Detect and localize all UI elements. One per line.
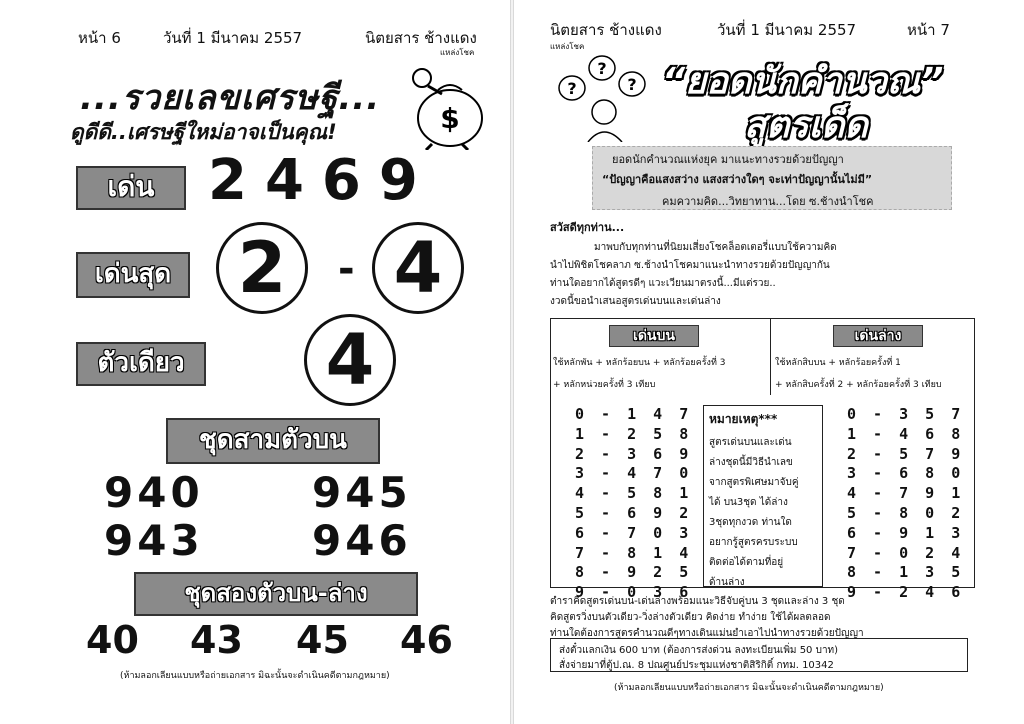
bottom-text-1: ตำราคิดสูตรเด่นบน-เด่นล่างพร้อมแนะวิธีจับคู่บน 3 ชุดและล่าง 3 ชุด [550, 596, 845, 607]
body-line-2: นำไปพิชิตโชคลาภ ซ.ช้างนำโชคมาแนะนำทางรวยด้วยปัญญากัน [550, 260, 830, 271]
two-number-2: 43 [190, 618, 243, 662]
note-line: ได้ บน3ชุด ได้ล่าง [709, 497, 788, 508]
note-line: สูตรเด่นบนและเด่น [709, 437, 792, 448]
bottom-desc-2: + หลักสิบครั้งที่ 2 + หลักร้อยครั้งที่ 3 เทียบ [775, 380, 942, 390]
title-line-1: “ยอดนักคำนวณ” [662, 61, 944, 102]
note-line: ติดต่อได้ตามที่อยู่ [709, 557, 784, 568]
top-row: 0 - 1 4 7 [575, 405, 693, 423]
top-featured-left-digit: 2 [216, 222, 308, 314]
copyright-footnote: (ห้ามลอกเลียนแบบหรือถ่ายเอกสาร มิฉะนั้นจะดำเนินคดีตามกฎหมาย) [120, 671, 390, 681]
bottom-row: 4 - 7 9 1 [847, 484, 965, 503]
question-mark-1: ? [567, 79, 577, 98]
order-box [550, 638, 968, 672]
question-mark-2: ? [597, 59, 607, 78]
top-featured-right-digit: 4 [372, 222, 464, 314]
two-top-bottom-label: ชุดสองตัวบน-ล่าง [134, 572, 418, 616]
three-top-label: ชุดสามตัวบน [166, 418, 380, 464]
body-line-4: งวดนี้ขอนำเสนอสูตรเด่นบนและเด่นล่าง [550, 296, 721, 307]
featured-label: เด่น [76, 166, 186, 210]
bottom-row: 5 - 8 0 2 [847, 503, 965, 522]
page-number: หน้า 7 [907, 21, 950, 39]
note-box [703, 405, 823, 587]
bottom-row: 1 - 4 6 8 [847, 424, 965, 443]
note-line: ล่างชุดนี้มีวิธีนำเลข [709, 457, 793, 468]
issue-date: วันที่ 1 มีนาคม 2557 [163, 29, 303, 47]
order-line-2: สั่งจ่ายมาที่ตู้ป.ณ. 8 ปณศูนย์ประชุมแห่งชาติสิริกิติ์ กทม. 10342 [559, 660, 834, 671]
three-top-number-3: 943 [104, 516, 204, 565]
bottom-row: 7 - 0 2 4 [847, 543, 965, 562]
intro-quote: “ปัญญาคือแสงสว่าง แสงสว่างใดๆ จะเท่าปัญญานั้นไม่มี” [602, 173, 873, 186]
note-title: หมายเหตุ*** [709, 412, 778, 426]
two-number-1: 40 [86, 618, 139, 662]
title-line-2: สูตรเด็ด [744, 105, 868, 146]
two-number-4: 46 [400, 618, 453, 662]
top-row: 8 - 9 2 5 [575, 563, 693, 582]
body-line-3: ท่านใดอยากได้สูตรดีๆ แวะเวียนมาตรงนี้...มีแต่รวย.. [550, 278, 776, 289]
magazine-tagline: แหล่งโชค [440, 48, 475, 57]
bottom-row: 0 - 3 5 7 [847, 405, 965, 423]
magazine-tagline: แหล่งโชค [550, 42, 585, 51]
subhead: ดูดีดี..เศรษฐีใหม่อาจเป็นคุณ! [70, 120, 337, 144]
bottom-rows [847, 405, 964, 603]
dollar-sign: $ [440, 102, 460, 135]
intro-byline: คมความคิด...วิทยาทาน...โดย ซ.ช้างนำโชค [662, 195, 874, 208]
issue-date: วันที่ 1 มีนาคม 2557 [717, 21, 857, 39]
note-line: 3ชุดทุกงวด ท่านใด [709, 517, 792, 528]
intro-line-1: ยอดนักคำนวณแห่งยุค มาแนะทางรวยด้วยปัญญา [612, 153, 844, 166]
top-desc-1: ใช้หลักพัน + หลักร้อยบน + หลักร้อยครั้งที่ 3 [553, 358, 726, 368]
magazine-name: นิตยสาร ช้างแดง [365, 29, 477, 47]
order-line-1: ส่งตั๋วแลกเงิน 600 บาท (ต้องการส่งด่วน ลงทะเบียนเพิ่ม 50 บาท) [559, 645, 839, 656]
bottom-row: 2 - 5 7 9 [847, 444, 965, 463]
right-page [512, 0, 1024, 724]
top-row: 1 - 2 5 8 [575, 424, 693, 443]
headline: ...รวยเลขเศรษฐี... [80, 78, 381, 118]
top-row: 5 - 6 9 2 [575, 503, 693, 522]
top-featured-separator: - [338, 246, 355, 292]
magazine-name: นิตยสาร ช้างแดง [550, 21, 662, 39]
single-digit: 4 [304, 314, 396, 406]
bottom-row: 6 - 9 1 3 [847, 523, 965, 542]
three-top-number-4: 946 [312, 516, 412, 565]
top-row: 6 - 7 0 3 [575, 523, 693, 542]
top-rows [575, 405, 692, 603]
thinking-person-icon [552, 50, 652, 142]
top-header: เด่นบน [609, 325, 699, 347]
top-featured-label: เด่นสุด [76, 252, 190, 298]
money-bag-icon [402, 60, 494, 150]
top-row: 7 - 8 1 4 [575, 543, 693, 562]
bottom-header: เด่นล่าง [833, 325, 923, 347]
bottom-text-3: ท่านใดต้องการสูตรคำนวณดีๆทางเดินแม่นยำเอาไปนำทางรวยด้วยปัญญา [550, 628, 864, 639]
bottom-desc-1: ใช้หลักสิบบน + หลักร้อยครั้งที่ 1 [775, 358, 901, 368]
two-number-3: 45 [296, 618, 349, 662]
top-row: 4 - 5 8 1 [575, 484, 693, 503]
bottom-row: 9 - 2 4 6 [847, 583, 965, 602]
note-line: อยากรู้สูตรครบระบบ [709, 537, 798, 548]
three-top-number-1: 940 [104, 468, 204, 517]
note-line: ด้านล่าง [709, 577, 745, 588]
copyright-footnote: (ห้ามลอกเลียนแบบหรือถ่ายเอกสาร มิฉะนั้นจะดำเนินคดีตามกฎหมาย) [614, 683, 884, 693]
note-line: จากสูตรพิเศษมาจับคู่ [709, 477, 799, 488]
greeting: สวัสดีทุกท่าน... [550, 221, 625, 234]
top-row: 3 - 4 7 0 [575, 464, 693, 483]
featured-digits: 2469 [208, 148, 436, 213]
top-row: 2 - 3 6 9 [575, 444, 693, 463]
bottom-row: 3 - 6 8 0 [847, 464, 965, 483]
bottom-row: 8 - 1 3 5 [847, 563, 965, 582]
note-lines [709, 433, 817, 593]
page-number: หน้า 6 [78, 29, 121, 47]
single-label: ตัวเดียว [76, 342, 206, 386]
top-desc-2: + หลักหน่วยครั้งที่ 3 เทียบ [553, 380, 656, 390]
bottom-text-2: คิดสูตรวิ่งบนตัวเดียว-วิ่งล่างตัวเดียว คิดง่าย ทำง่าย ใช้ได้ผลตลอด [550, 612, 831, 623]
three-top-number-2: 945 [312, 468, 412, 517]
question-mark-3: ? [627, 75, 637, 94]
top-row: 9 - 0 3 6 [575, 583, 693, 602]
body-line-1: มาพบกับทุกท่านที่นิยมเสี่ยงโชคล็อตเตอรี่แบบใช้ความคิด [594, 242, 837, 253]
